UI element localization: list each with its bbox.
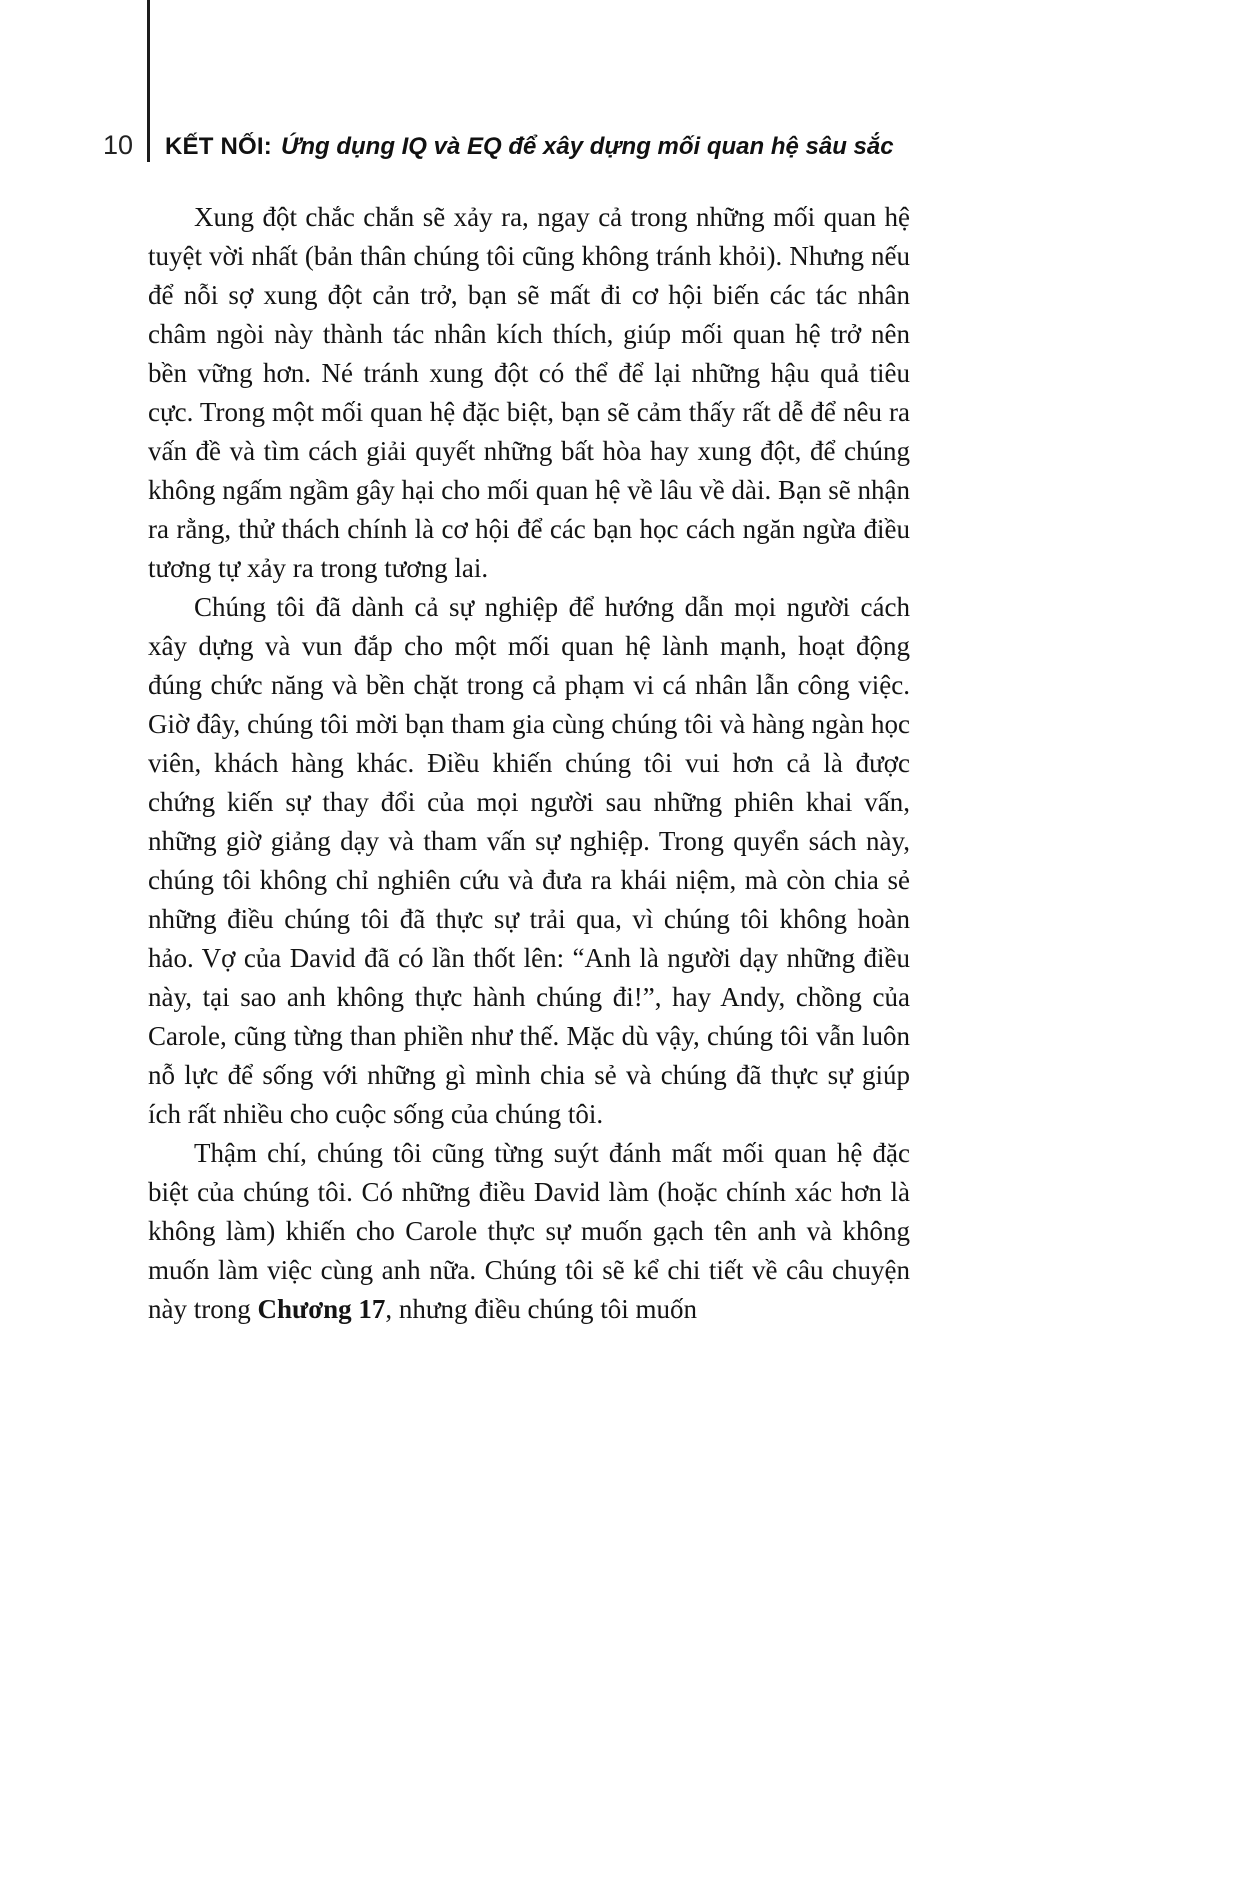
paragraph-3 xyxy=(148,1134,910,1329)
paragraph-2: Chúng tôi đã dành cả sự nghiệp để hướng dẫn mọi người cách xây dựng và vun đắp cho một mối quan hệ lành mạnh, hoạt động đúng chức năng và bền chặt trong cả phạm vi cá nhân lẫn công việc. Giờ đây, chúng tôi mời bạn tham gia cùng chúng tôi và hàng ngàn học viên, khách hàng khác. Điều khiến chúng tôi vui hơn cả là được chứng kiến sự thay đổi của mọi người sau những phiên khai vấn, những giờ giảng dạy và tham vấn sự nghiệp. Trong quyển sách này, chúng tôi không chỉ nghiên cứu và đưa ra khái niệm, mà còn chia sẻ những điều chúng tôi đã thực sự trải qua, vì chúng tôi không hoàn hảo. Vợ của David đã có lần thốt lên: “Anh là người dạy những điều này, tại sao anh không thực hành chúng đi!”, hay Andy, chồng của Carole, cũng từng than phiền như thế. Mặc dù vậy, chúng tôi vẫn luôn nỗ lực để sống với những gì mình chia sẻ và chúng đã thực sự giúp ích rất nhiều cho cuộc sống của chúng tôi. xyxy=(148,592,910,1129)
page-number: 10 xyxy=(103,130,134,160)
paragraph-1: Xung đột chắc chắn sẽ xảy ra, ngay cả trong những mối quan hệ tuyệt vời nhất (bản thân chúng tôi cũng không tránh khỏi). Nhưng nếu để nỗi sợ xung đột cản trở, bạn sẽ mất đi cơ hội biến các tác nhân châm ngòi này thành tác nhân kích thích, giúp mối quan hệ trở nên bền vững hơn. Né tránh xung đột có thể để lại những hậu quả tiêu cực. Trong một mối quan hệ đặc biệt, bạn sẽ cảm thấy rất dễ để nêu ra vấn đề và tìm cách giải quyết những bất hòa hay xung đột, để chúng không ngấm ngầm gây hại cho mối quan hệ về lâu về dài. Bạn sẽ nhận ra rằng, thử thách chính là cơ hội để các bạn học cách ngăn ngừa điều tương tự xảy ra trong tương lai. xyxy=(148,202,910,583)
paragraph-3-text-after: , nhưng điều chúng tôi muốn xyxy=(385,1294,698,1324)
page-body xyxy=(148,198,910,1329)
chapter-reference: Chương 17 xyxy=(257,1294,386,1324)
book-title: KẾT NỐI: xyxy=(165,133,272,160)
page-header xyxy=(103,130,1165,161)
paragraph-3-text: Thậm chí, chúng tôi cũng từng suýt đánh mất mối quan hệ đặc biệt của chúng tôi. Có những điều David làm (hoặc chính xác hơn là không làm) khiến cho Carole thực sự muốn gạch tên anh và không muốn làm việc cùng anh nữa. Chúng tôi sẽ kể chi tiết về câu chuyện này trong xyxy=(148,1138,910,1324)
book-subtitle: Ứng dụng IQ và EQ để xây dựng mối quan hệ sâu sắc xyxy=(280,133,894,160)
